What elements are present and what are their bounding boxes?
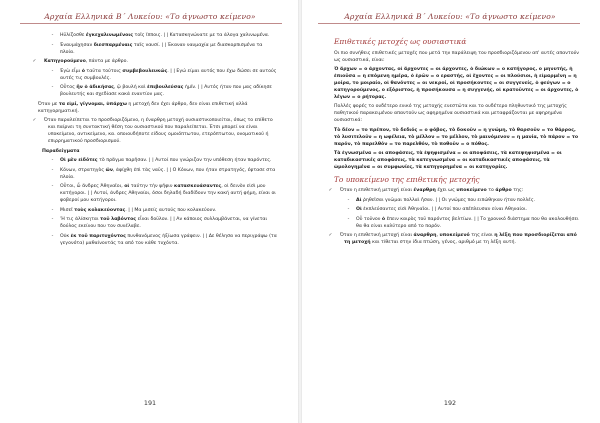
list-item: ✓ Κατηγορούμενο, πάντα με άρθρο. [32, 59, 128, 65]
left-page-number: 191 [143, 399, 157, 407]
list-item: - Οἱ ἐκπλεύσαντες εἰσὶ Ἀθηναῖοι. | | Αυτοί που απέπλευσαν είναι Αθηναίοι. [347, 207, 528, 213]
left-page-content [32, 33, 278, 250]
list-item: ✓ Όταν η επιθετική μετοχή είναι έναρθρη έχει ως υποκείμενο το άρθρο της: [328, 188, 524, 194]
right-running-header: Αρχαία Ελληνικά Β΄ Λυκείου: «Το άγνωστο κείμενο» [344, 12, 556, 21]
right-page-content [328, 33, 579, 250]
paragraph: Πολλές φορές το ουδέτερο ενικό της μετοχής ενεστώτα και το ουδέτερο πληθυντικό της μετοχής παθητικού παρακειμένου απαντούν ως αφηρημένα ουσιαστικά και μεταφράζονται με αφηρημένα ουσιαστικά: [334, 104, 567, 124]
list-item: - Αἱ ῥηθεῖσαι γνῶμαι πολλαὶ ἦσαν. | | Οι γνώμες που ειπώθηκαν ήταν πολλές. [347, 197, 536, 203]
paragraph: Όταν με τα εἰμί, γίγνομαι, ὑπάρχω η μετοχή δεν έχει άρθρο, δεν είναι επιθετική αλλά κατηγορηματική. [38, 101, 248, 114]
list-item: - Κόνων, στρατηγὸς ὤν, ἀφίχθη ἐπὶ τὰς ναῦς. | | Ο Κόνων, που ήταν στρατηγός, έφτασε στα πλοία. [51, 167, 276, 180]
list-item: - Οὗτος ἦν ὁ ἀδικήσας, ᾧ βουλή καὶ ἐπιβουλεύσας ἡμῖν. | | Αυτός ήταν που μας αδίκησε βουλευτής και σχεδίασε κακά εναντίον μας. [51, 85, 272, 98]
right-page-number: 192 [443, 399, 457, 407]
list-item: - Οὗ τοῦνον ὁ ἔπειν καιρὸς τοῦ παρόντος βελτίων. | | Το χρονικό διάστημα που θα ακολουθήσει θα θα είναι καλύτερο από το παρόν. [347, 216, 579, 229]
list-item: - Ηϋλίζοσθε έγκεχαλινωμένοις τοῖς ἵπποις. | | Κατασκηνώνατε με τα άλογα χαλινωμένα. [51, 33, 270, 38]
section-heading: Το υποκείμενο της επιθετικής μετοχής [334, 174, 480, 184]
left-header-rule [20, 23, 282, 24]
check-icon: ✓ [328, 233, 333, 239]
paragraph-bold-list: Τὰ ἐγνωσμένα = οι αποφάσεις, τὰ ἐψηφισμένα = οι αποφάσεις, τὰ κατεψηφισμένα = οι καταδικαστικές αποφάσεις, τὰ κατεγνωσμένα = οι καταδικαστικές αποφάσεις, τὰ ὡμολογημένα = οι συμφωνίες, τὰ κατηγορημένα = οι κατηγορίες. [334, 151, 562, 171]
list-item: - Οὗτοι, ὦ ἄνδρες Ἀθηναῖοι, οἱ ταύτην τὴν ψῆφιν κατασκευάσαντες, οἱ δεινὸν εἰσὶ μου κατήγοροι. | | Αυτοί, άνδρες Αθηναίοι, όσοι δηλαδή διαδίδουν την κακή αυτή φήμη, είναι οι φοβεροί μου κατήγοροι. [51, 184, 276, 203]
right-header-rule [318, 23, 580, 24]
list-item: - Οὐκ ἐκ τοῦ παριτυχόντος πυνθανόμενος ἠξίωσα γράφειν. | | Δε θέλησα να περιγράψω (τα γεγονότα) μαθαίνοντάς τα από τον κάθε τυχόντα. [51, 233, 277, 246]
list-item: - Οἱ μὲν εἰδότες τὸ πρᾶγμα παρῆσαν. | | Αυτοί που γνώριζαν την υπόθεση ήταν παρόντες. [51, 158, 272, 164]
list-item: - Ἤ τις ἀλίσκηται τοῦ λαβόντος εἶναι δοῦλον. | | Αν κάποιος συλλαμβάνεται, να γίνεται δούλος εκείνου που τον συνέλαβε. [51, 217, 268, 230]
section-heading: Επιθετικές μετοχές ως ουσιαστικά [334, 37, 467, 46]
right-page [300, 0, 600, 423]
paragraph: Οι πιο συνήθεις επιθετικές μετοχές που μετά την παράλειψη του προσδιοριζόμενου απ' αυτές απαντούν ως ουσιαστικά, είναι: [334, 50, 579, 63]
check-icon: ✓ [328, 188, 333, 194]
left-running-header: Αρχαία Ελληνικά Β΄ Λυκείου: «Το άγνωστο κείμενο» [44, 12, 256, 21]
check-icon: ✓ [32, 118, 37, 124]
list-item: ✓ Όταν η επιθετική μετοχή είναι άναρθρη, υποκείμενό της είναι η λέξη που προσδιορίζεται από τη μετοχή και τίθεται στην ίδια πτώση, γένος, αριθμό με τη λέξη αυτή. [328, 233, 577, 246]
list-item: - Μισεῖ τοὺς κολακεύοντας. | | Μα μισείς αυτούς που κολακεύουν. [51, 207, 217, 213]
list-item: ✓ Όταν παραλείπεται το προσδιοριζόμενο, η έναρθρη μετοχή ουσιαστικοποιείται, όπως το επίθετο και παίρνει τη συντακτική θέση του ουσιαστικού που παραλείπεται. Έτσι μπορεί να είναι υποκείμενο, αντικείμενο, κα. οποιουδήποτε είδους ομοιόπτωτου, ετερόπτωτου, ονοματικού ή επιρρηματικού προσδιορισμού. [32, 118, 273, 144]
list-item: - Ἐναυμάχησαν διεσπαρμέναις ταῖς ναυσί. | | Έκαναν ναυμαχία με διασκορπισμένα τα πλοία. [51, 42, 263, 55]
check-icon: ✓ [32, 59, 37, 65]
paragraph-bold-list: Τὸ δέον = το πρέπον, τὸ δεδιός = ο φόβος, τὸ δοκοῦν = η γνώμη, τὸ θαρσοῦν = το θάρρος, τὸ λυσιτελοῦν = η ωφέλεια, τὸ μέλλον = το μέλλον, τὸ μαινόμενον = η μανία, τὸ πάρον = το παρόν, τὸ παρελθόν = το παρελθόν, τὸ ποθοῦν = ο πόθος. [334, 127, 579, 147]
examples-subheading: Παραδείγματα [42, 148, 80, 154]
paragraph-bold-list: Ὁ ἄρχων = ο άρχοντας, οἱ ἄρχοντες = οι άρχοντες, ὁ διώκων = ο κατήγορος, ο μηνυτής, ἡ ἐπιοῦσα = η επόμενη ημέρα, ὁ ἐρῶν = ο εραστής, οἱ ἔχοντες = οι πλούσιοι, ἡ εἱμαρμένη = η μοίρα, το μοιραίο, οἱ θανόντες = οι νεκροί, οἱ προσήκοντες = οι συγγενείς, ὁ φεύγων = ο κατηγορούμενος, ο εξόριστος, ἡ προσήκουσα = η συγγενής, οἱ κρατοῦντες = οι άρχοντες, ὁ λέγων = ο ρήτορας. [334, 67, 579, 100]
list-item: - Ἐγὼ εἶμι ὁ ταῦτα τούτοις συμβεβουλευκώς. | | Εγώ είμαι αυτός που έχω δώσει σε αυτούς αυτές τις συμβουλές. [51, 68, 277, 81]
